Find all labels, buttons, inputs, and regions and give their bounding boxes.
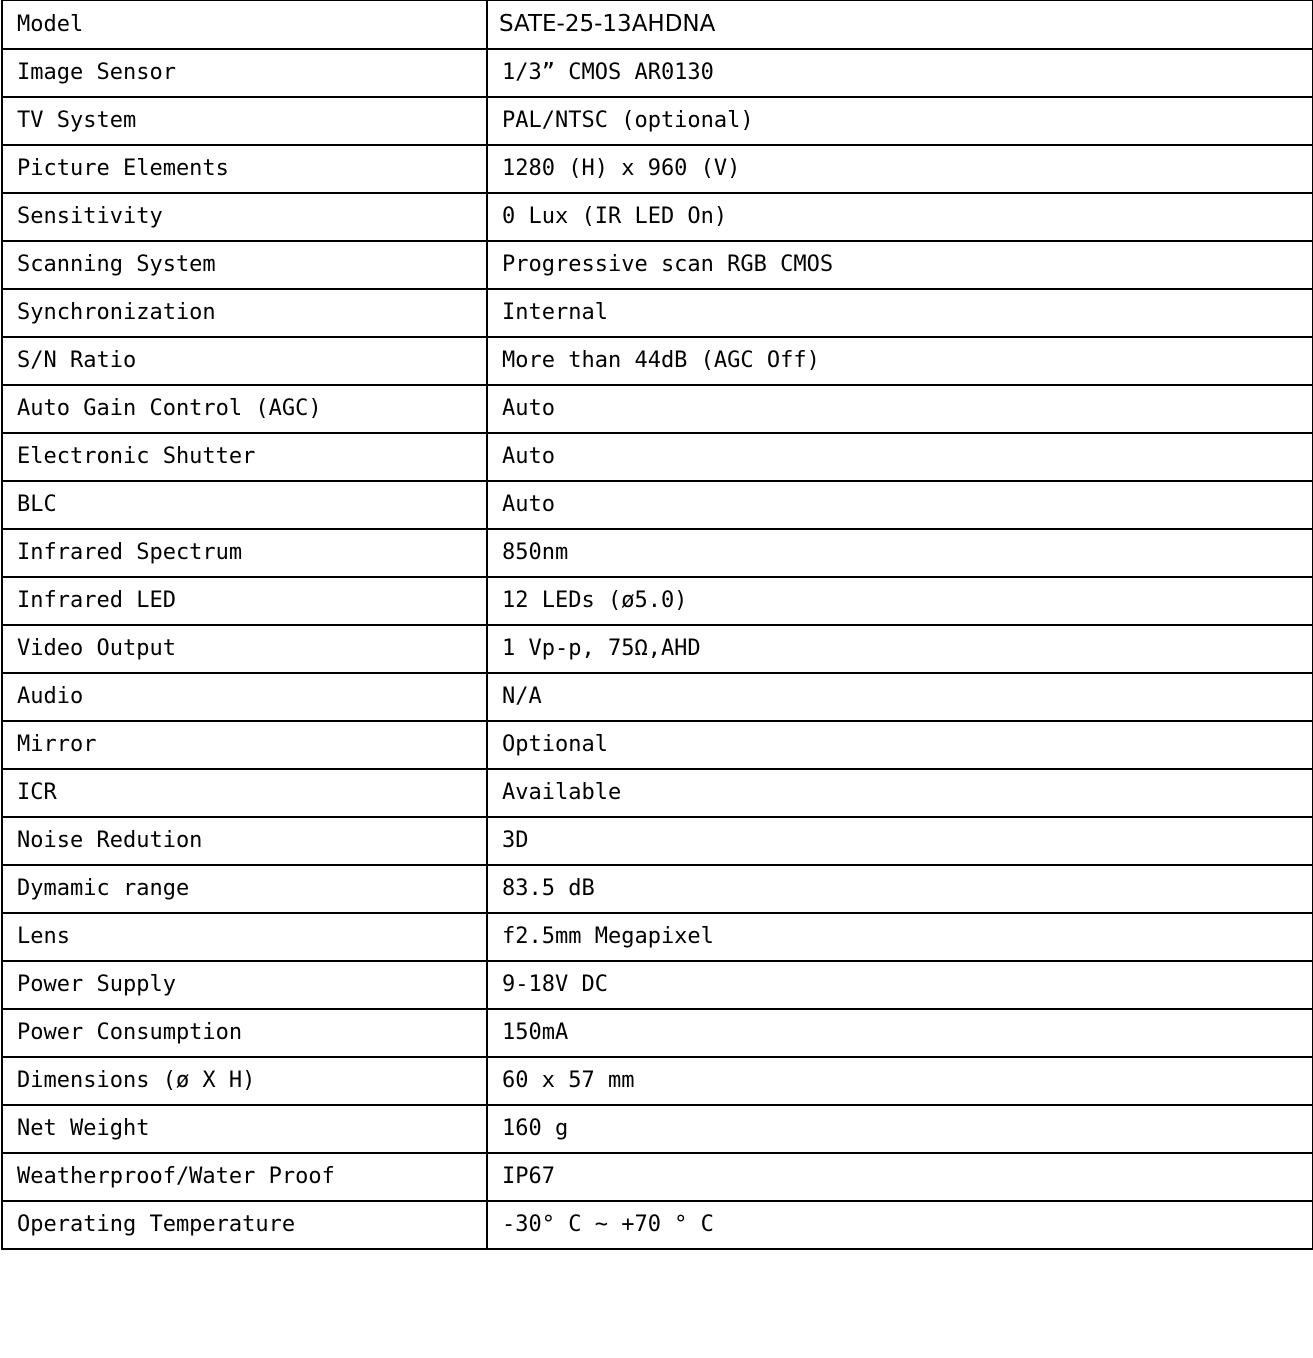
table-row (2, 1057, 1313, 1105)
table-row (2, 625, 1313, 673)
spec-label: Audio (2, 673, 487, 721)
table-row (2, 913, 1313, 961)
table-row (2, 673, 1313, 721)
spec-label: Infrared LED (2, 577, 487, 625)
table-row (2, 145, 1313, 193)
spec-label: Sensitivity (2, 193, 487, 241)
table-row (2, 481, 1313, 529)
spec-value: IP67 (487, 1153, 1313, 1201)
table-row (2, 1201, 1313, 1249)
spec-value: PAL/NTSC (optional) (487, 97, 1313, 145)
table-row (2, 385, 1313, 433)
spec-label: Auto Gain Control (AGC) (2, 385, 487, 433)
table-row (2, 433, 1313, 481)
spec-value: 9-18V DC (487, 961, 1313, 1009)
spec-label: Synchronization (2, 289, 487, 337)
spec-value: 60 x 57 mm (487, 1057, 1313, 1105)
spec-value: Available (487, 769, 1313, 817)
spec-label: Model (2, 1, 487, 49)
spec-label: BLC (2, 481, 487, 529)
spec-value: More than 44dB (AGC Off) (487, 337, 1313, 385)
spec-table (1, 0, 1313, 1250)
table-row (2, 1153, 1313, 1201)
spec-value: 3D (487, 817, 1313, 865)
table-row (2, 289, 1313, 337)
spec-value: Auto (487, 433, 1313, 481)
spec-value: 1/3” CMOS AR0130 (487, 49, 1313, 97)
table-row (2, 529, 1313, 577)
spec-value: Auto (487, 481, 1313, 529)
spec-label: Power Supply (2, 961, 487, 1009)
spec-label: Video Output (2, 625, 487, 673)
spec-value: Auto (487, 385, 1313, 433)
spec-value: N/A (487, 673, 1313, 721)
spec-label: Mirror (2, 721, 487, 769)
spec-label: Lens (2, 913, 487, 961)
table-row (2, 865, 1313, 913)
spec-value: 0 Lux (IR LED On) (487, 193, 1313, 241)
spec-value: Optional (487, 721, 1313, 769)
spec-label: Dimensions (ø X H) (2, 1057, 487, 1105)
spec-label: S/N Ratio (2, 337, 487, 385)
spec-label: Dymamic range (2, 865, 487, 913)
table-row (2, 1009, 1313, 1057)
spec-value: f2.5mm Megapixel (487, 913, 1313, 961)
spec-label: Weatherproof/Water Proof (2, 1153, 487, 1201)
table-row (2, 721, 1313, 769)
spec-value: 83.5 dB (487, 865, 1313, 913)
spec-label: Electronic Shutter (2, 433, 487, 481)
table-row (2, 577, 1313, 625)
spec-label: Operating Temperature (2, 1201, 487, 1249)
table-row (2, 1105, 1313, 1153)
spec-label: ICR (2, 769, 487, 817)
table-row (2, 769, 1313, 817)
table-row (2, 97, 1313, 145)
table-row (2, 193, 1313, 241)
spec-value: Internal (487, 289, 1313, 337)
spec-label: Image Sensor (2, 49, 487, 97)
table-row (2, 241, 1313, 289)
spec-value: Progressive scan RGB CMOS (487, 241, 1313, 289)
spec-value: 850nm (487, 529, 1313, 577)
spec-label: Power Consumption (2, 1009, 487, 1057)
table-row (2, 961, 1313, 1009)
spec-value: 150mA (487, 1009, 1313, 1057)
spec-value: 160 g (487, 1105, 1313, 1153)
spec-value: -30° C ~ +70 ° C (487, 1201, 1313, 1249)
spec-value: 12 LEDs (ø5.0) (487, 577, 1313, 625)
spec-label: TV System (2, 97, 487, 145)
spec-value: 1280 (H) x 960 (V) (487, 145, 1313, 193)
spec-value: SATE-25-13AHDNA (487, 1, 1313, 49)
table-row (2, 817, 1313, 865)
spec-label: Scanning System (2, 241, 487, 289)
table-row (2, 337, 1313, 385)
spec-label: Infrared Spectrum (2, 529, 487, 577)
spec-label: Noise Redution (2, 817, 487, 865)
spec-label: Net Weight (2, 1105, 487, 1153)
table-row (2, 1, 1313, 49)
table-row (2, 49, 1313, 97)
spec-label: Picture Elements (2, 145, 487, 193)
spec-value: 1 Vp-p, 75Ω,AHD (487, 625, 1313, 673)
